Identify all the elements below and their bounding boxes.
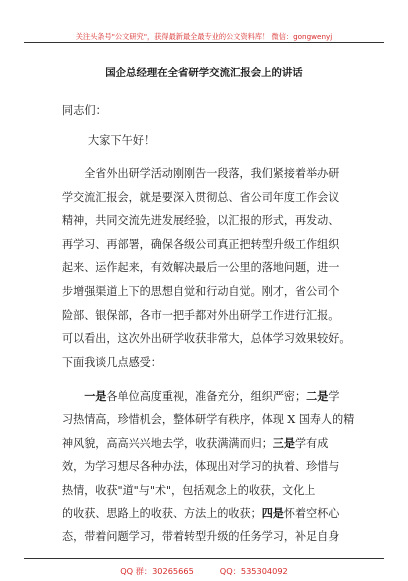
paragraph-line: 效，为学习想尽各种办法，体现出对学习的执着、珍惜与 (62, 460, 340, 474)
point-marker-second: 二是 (306, 390, 329, 403)
paragraph-text: 学 (328, 390, 340, 403)
paragraph-text: 神风貌，高高兴兴地去学，收获满满而归； (62, 436, 273, 450)
paragraph-impressions (62, 385, 362, 549)
paragraph-line: 险部、银保部，各市一把手都对外出研学工作进行汇报。 (62, 308, 340, 322)
paragraph-line (62, 385, 362, 408)
page-header (24, 24, 384, 43)
header-promo-text: 关注头条号"公文研究"，获得最新最全最专业的公文资料库！ 微信：gongwenyj (75, 32, 333, 41)
paragraph-line: 态，带着问题学习，带着转型升级的任务学习，补足自身 (62, 530, 340, 544)
paragraph-line: 学交流汇报会，就是要深入贯彻总、省公司年度工作会议 (62, 190, 340, 204)
point-marker-third: 三是 (272, 436, 295, 450)
paragraph-text: 的收获、思路上的收获、方法上的收获； (62, 506, 262, 520)
paragraph-line: 热情，收获"道"与"术"，包括观念上的收获，文化上 (62, 483, 316, 497)
paragraph-line (62, 502, 362, 525)
paragraph-text: 怀着空杯心 (283, 506, 340, 520)
paragraph-intro (62, 162, 362, 374)
paragraph-line: 全省外出研学活动刚刚告一段落，我们紧接着举办研 (62, 167, 340, 180)
paragraph-line: 再学习、再部署，确保各级公司真正把转型升级工作组织 (62, 237, 340, 251)
document-title: 国企总经理在全省研学交流汇报会上的讲话 (105, 67, 303, 79)
point-marker-first: 一是 (84, 390, 107, 403)
paragraph-line: 下面我谈几点感受： (62, 355, 162, 369)
paragraph-line: 起来、运作起来，有效解决最后一公里的落地问题，进一 (62, 261, 340, 275)
point-marker-fourth: 四是 (261, 506, 284, 520)
footer-contact-text: QQ 群：30265665 QQ：535304092 (120, 566, 288, 576)
paragraph-line (62, 432, 362, 455)
paragraph-line: 精神，共同交流先进发展经验，以汇报的形式，再发动、 (62, 214, 340, 228)
page-footer (24, 558, 384, 581)
paragraph-line: 步增强渠道上下的思想自觉和行动自觉。刚才，省公司个 (62, 284, 340, 298)
paragraph-line: 可以看出，这次外出研学收获非常大，总体学习效果较好。 (62, 332, 351, 346)
greeting: 同志们： (62, 104, 107, 117)
paragraph-text: 各单位高度重视，准备充分，组织严密； (106, 390, 307, 403)
paragraph-line: 习热情高，珍惜机会，整体研学有秩序，体现 X 国寿人的精 (62, 413, 355, 427)
paragraph-text: 学有成 (295, 436, 329, 450)
opening-line: 大家下午好！ (88, 134, 156, 147)
